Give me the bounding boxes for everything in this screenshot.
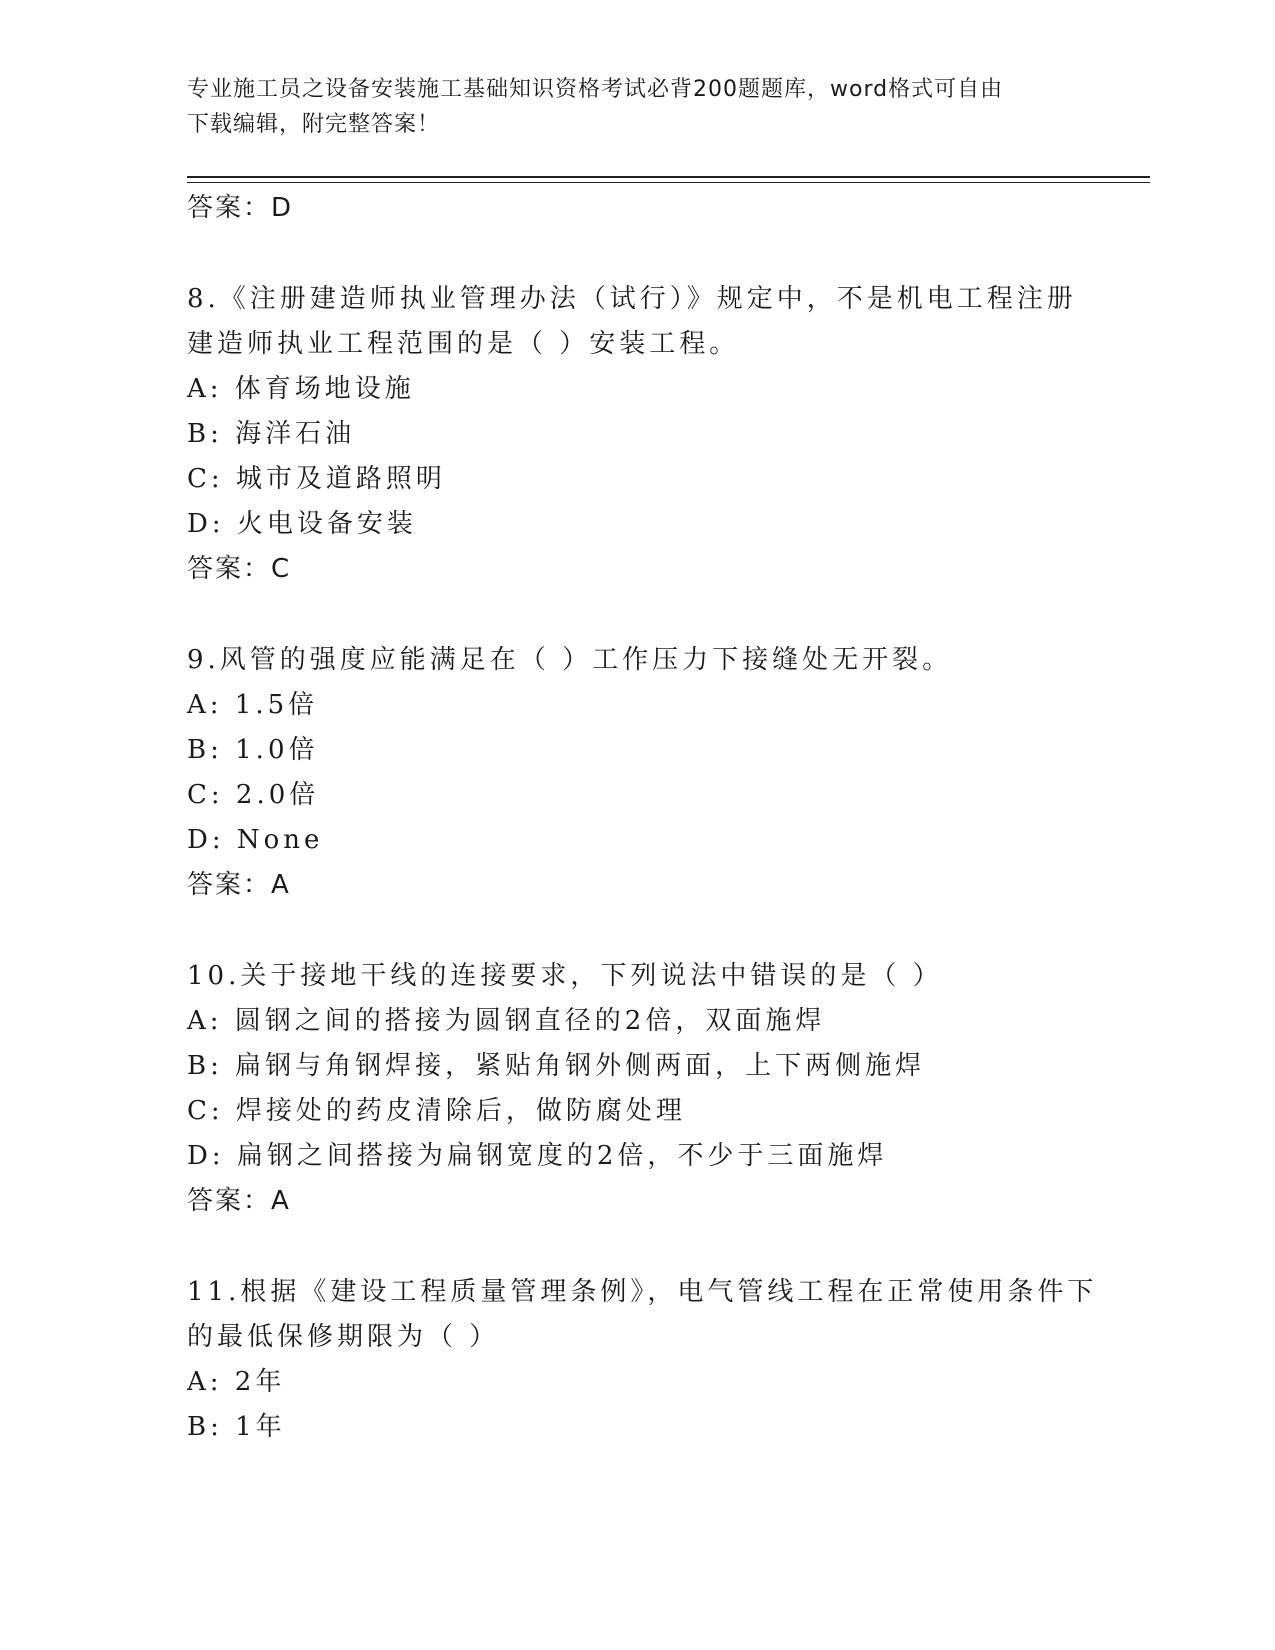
option-d: D: 火电设备安装 — [187, 509, 417, 539]
option-b: B: 1年 — [187, 1412, 286, 1442]
option-c: C: 2.0倍 — [187, 780, 320, 810]
option-a: A: 2年 — [187, 1367, 286, 1397]
option-c: C: 城市及道路照明 — [187, 464, 446, 494]
question-stem: 的最低保修期限为（ ） — [187, 1322, 500, 1352]
previous-answer: 答案：D — [187, 193, 294, 223]
answer: 答案：A — [187, 870, 291, 900]
question-list — [187, 186, 1098, 1450]
question-11 — [187, 1270, 1098, 1450]
question-stem: 8.《注册建造师执业管理办法（试行）》规定中，不是机电工程注册 — [187, 284, 1077, 314]
option-b: B: 海洋石油 — [187, 419, 356, 449]
question-10 — [187, 954, 1087, 1224]
option-a: A: 1.5倍 — [187, 690, 319, 720]
option-d: D: None — [187, 825, 324, 855]
header-rule-thick — [187, 176, 1150, 178]
answer: 答案：C — [187, 554, 292, 584]
spacer — [187, 592, 1087, 638]
option-a: A: 圆钢之间的搭接为圆钢直径的2倍，双面施焊 — [187, 1006, 826, 1036]
header-line-2: 下载编辑，附完整答案！ — [187, 112, 441, 137]
spacer — [187, 908, 1087, 954]
option-b: B: 扁钢与角钢焊接，紧贴角钢外侧两面，上下两侧施焊 — [187, 1051, 926, 1081]
spacer — [187, 231, 1087, 277]
option-c: C: 焊接处的药皮清除后，做防腐处理 — [187, 1096, 686, 1126]
document-header — [187, 72, 1087, 142]
spacer — [187, 1224, 1087, 1270]
question-stem: 建造师执业工程范围的是（ ）安装工程。 — [187, 329, 740, 359]
option-d: D: 扁钢之间搭接为扁钢宽度的2倍，不少于三面施焊 — [187, 1141, 888, 1171]
header-rule-thin — [187, 182, 1150, 183]
answer: 答案：A — [187, 1186, 291, 1216]
option-a: A: 体育场地设施 — [187, 374, 415, 404]
question-8 — [187, 277, 1087, 592]
question-stem: 11.根据《建设工程质量管理条例》，电气管线工程在正常使用条件下 — [187, 1277, 1098, 1307]
option-b: B: 1.0倍 — [187, 735, 319, 765]
question-stem: 9.风管的强度应能满足在（ ）工作压力下接缝处无开裂。 — [187, 645, 953, 675]
question-9 — [187, 638, 1087, 908]
question-stem: 10.关于接地干线的连接要求，下列说法中错误的是（ ） — [187, 961, 943, 991]
header-line-1: 专业施工员之设备安装施工基础知识资格考试必背200题题库，word格式可自由 — [187, 77, 1004, 102]
